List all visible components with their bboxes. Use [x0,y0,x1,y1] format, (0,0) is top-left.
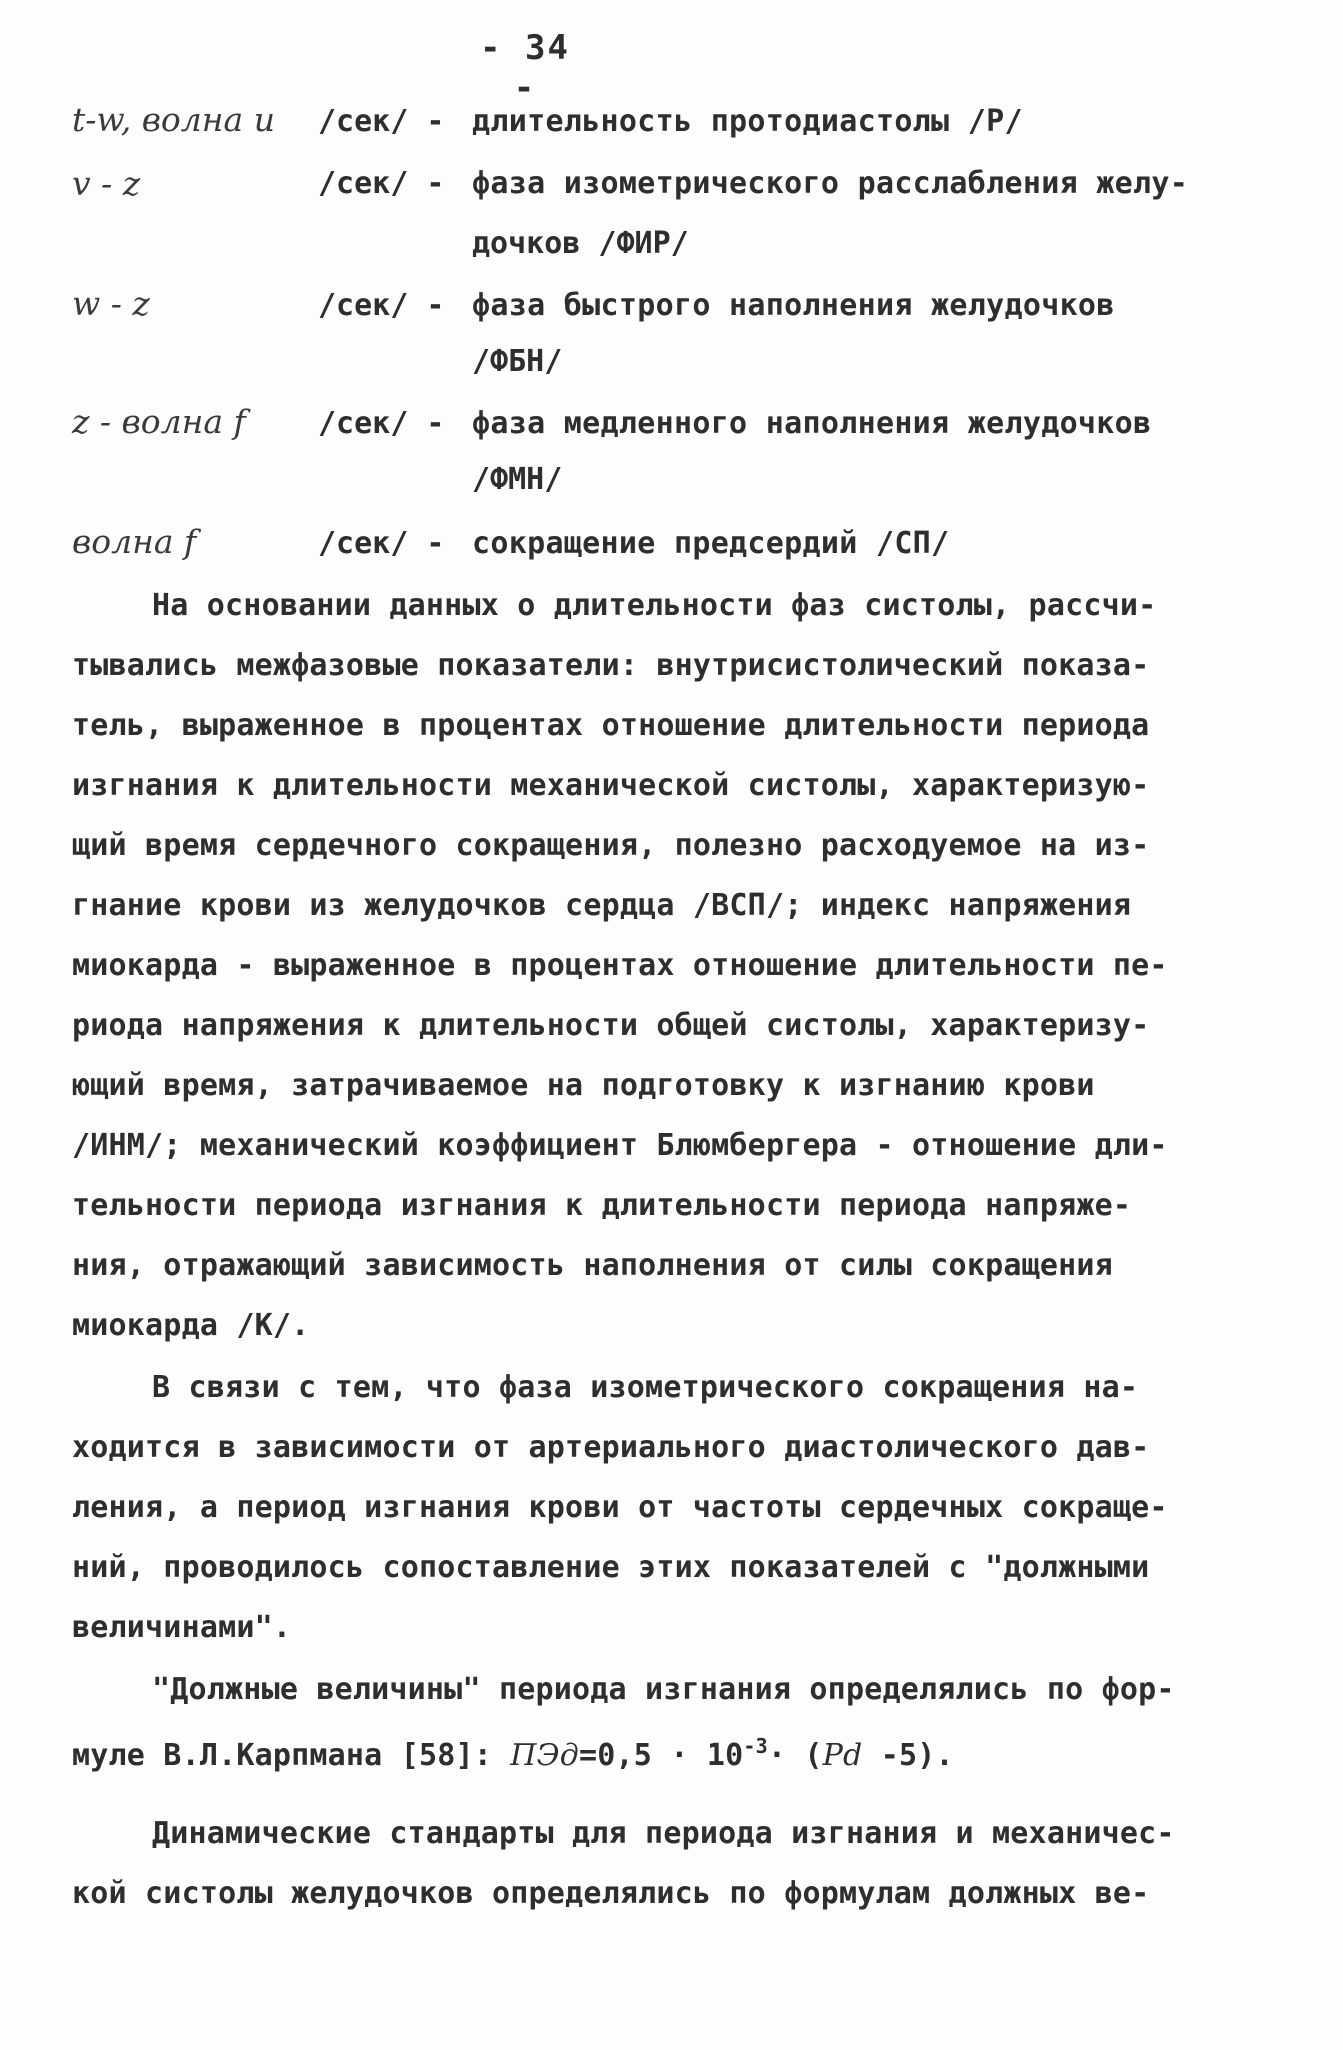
handwritten-label: волна f [72,522,197,561]
definition-row [0,98,1343,158]
definition-row [0,282,1343,379]
definition-text: сокращение предсердий /СП/ [472,526,950,561]
formula-prefix: муле В.Л.Карпмана [58]: [72,1738,511,1773]
definition-row [0,160,1343,261]
formula-tail-a: · ( [767,1738,823,1773]
text-line: "Должные величины" периода изгнания определялись по фор- [152,1672,1175,1707]
unit-label: /сек/ - [318,288,445,323]
handwritten-label: t-w, волна u [72,100,275,139]
text-line: В связи с тем, что фаза изометрического сокращения на- [152,1370,1139,1405]
page-number: - 34 - [480,28,570,108]
definition-text: длительность протодиастолы /Р/ [472,104,1023,139]
text-line: щий время сердечного сокращения, полезно расходуемое на из- [72,828,1150,863]
definition-text: фаза медленного наполнения желудочков [472,406,1152,441]
text-line: ющий время, затрачиваемое на подготовку к изгнанию крови [72,1068,1095,1103]
formula-middle: =0,5 · 10 [579,1738,744,1773]
text-line: тель, выраженное в процентах отношение длительности периода [72,708,1150,743]
text-line: ления, а период изгнания крови от частоты сердечных сокраще- [72,1490,1168,1525]
text-line: ний, проводилось сопоставление этих показателей с "должными [72,1550,1150,1585]
formula-handwritten-pd: Pd [822,1738,863,1773]
definition-row [0,400,1343,497]
definition-continuation: /ФБН/ [472,344,563,379]
unit-label: /сек/ - [318,406,445,441]
text-line: миокарда /К/. [72,1308,310,1343]
text-line: миокарда - выраженное в процентах отношение длительности пе- [72,948,1168,983]
definition-continuation: /ФМН/ [472,462,563,497]
text-line: величинами". [72,1610,292,1645]
definition-text: фаза изометрического расслабления желу- [472,166,1189,201]
text-line: ния, отражающий зависимость наполнения от силы сокращения [72,1248,1113,1283]
definition-row [0,520,1343,580]
definition-text: фаза быстрого наполнения желудочков [472,288,1115,323]
text-line: На основании данных о длительности фаз систолы, рассчи- [152,588,1157,623]
formula-handwritten-lhs: ПЭд [510,1738,580,1773]
unit-label: /сек/ - [318,166,445,201]
text-line: Динамические стандарты для периода изгнания и механичес- [152,1816,1175,1851]
definition-continuation: дочков /ФИР/ [472,226,689,261]
formula-line [72,1734,954,1773]
text-line: изгнания к длительности механической систолы, характеризую- [72,768,1150,803]
handwritten-label: z - волна f [72,402,246,441]
unit-label: /сек/ - [318,526,445,561]
text-line: тывались межфазовые показатели: внутрисистолический показа- [72,648,1150,683]
text-line: ходится в зависимости от артериального диастолического дав- [72,1430,1150,1465]
formula-exponent: -3 [743,1734,768,1758]
text-line: гнание крови из желудочков сердца /ВСП/; индекс напряжения [72,888,1132,923]
text-line: тельности периода изгнания к длительности периода напряже- [72,1188,1132,1223]
handwritten-label: w - z [72,284,150,323]
handwritten-label: v - z [72,164,141,203]
text-line: риода напряжения к длительности общей систолы, характеризу- [72,1008,1150,1043]
text-line: /ИНМ/; механический коэффициент Блюмбергера - отношение дли- [72,1128,1168,1163]
formula-tail-b: -5). [862,1738,954,1773]
text-line: кой систолы желудочков определялись по формулам должных ве- [72,1876,1150,1911]
unit-label: /сек/ - [318,104,445,139]
